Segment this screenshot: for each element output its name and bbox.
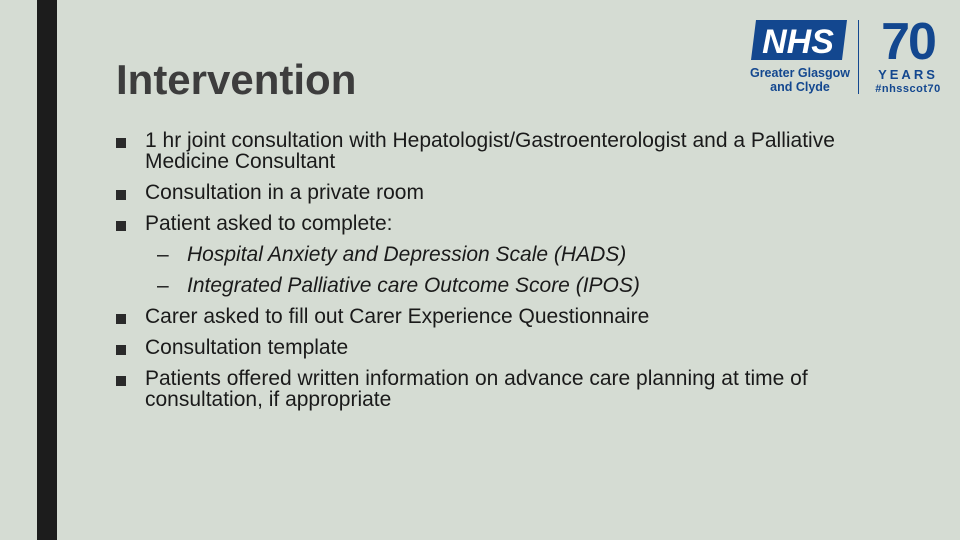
org-name (748, 66, 852, 94)
bullet-square-icon (116, 138, 126, 148)
org-name-line2: and Clyde (770, 80, 830, 94)
bullet-item (116, 130, 856, 172)
dash-icon: – (157, 243, 169, 266)
nhs-wordmark: NHS (762, 23, 834, 61)
org-name-line1: Greater Glasgow (749, 66, 851, 80)
bullet-square-icon (116, 345, 126, 355)
years-word: YEARS (878, 67, 938, 82)
bullet-text: Carer asked to fill out Carer Experience Questionnaire (145, 305, 650, 328)
bullet-text: 1 hr joint consultation with Hepatologist/Gastroenterologist and a Palliative Medicine Consultant (145, 129, 835, 173)
bullet-item (116, 182, 856, 203)
sub-bullet-list (145, 244, 856, 296)
bullet-text: Consultation template (145, 336, 349, 359)
sub-bullet-text: Hospital Anxiety and Depression Scale (HADS) (187, 243, 627, 266)
bullet-square-icon (116, 221, 126, 231)
bullet-square-icon (116, 376, 126, 386)
left-accent-bar (37, 0, 57, 540)
slide-title: Intervention (116, 56, 357, 103)
years-number: 70 (881, 13, 935, 71)
bullet-item (116, 213, 856, 296)
bullet-text: Patients offered written information on advance care planning at time of consultation, if appropriate (145, 367, 808, 411)
nhs-70-years-logo (748, 13, 948, 96)
bullet-text: Consultation in a private room (145, 181, 424, 204)
bullet-item (116, 368, 856, 410)
hashtag: #nhsscot70 (875, 83, 941, 95)
bullet-item (116, 306, 856, 327)
bullet-list (116, 130, 856, 420)
nhs-logo-icon (750, 18, 848, 62)
years-block (868, 13, 948, 96)
sub-bullet-item (145, 275, 856, 296)
dash-icon: – (157, 274, 169, 297)
logo-divider (858, 20, 859, 94)
bullet-square-icon (116, 314, 126, 324)
sub-bullet-text: Integrated Palliative care Outcome Score (IPOS) (187, 274, 640, 297)
bullet-item (116, 337, 856, 358)
bullet-square-icon (116, 190, 126, 200)
sub-bullet-item (145, 244, 856, 265)
bullet-text: Patient asked to complete: (145, 212, 393, 235)
